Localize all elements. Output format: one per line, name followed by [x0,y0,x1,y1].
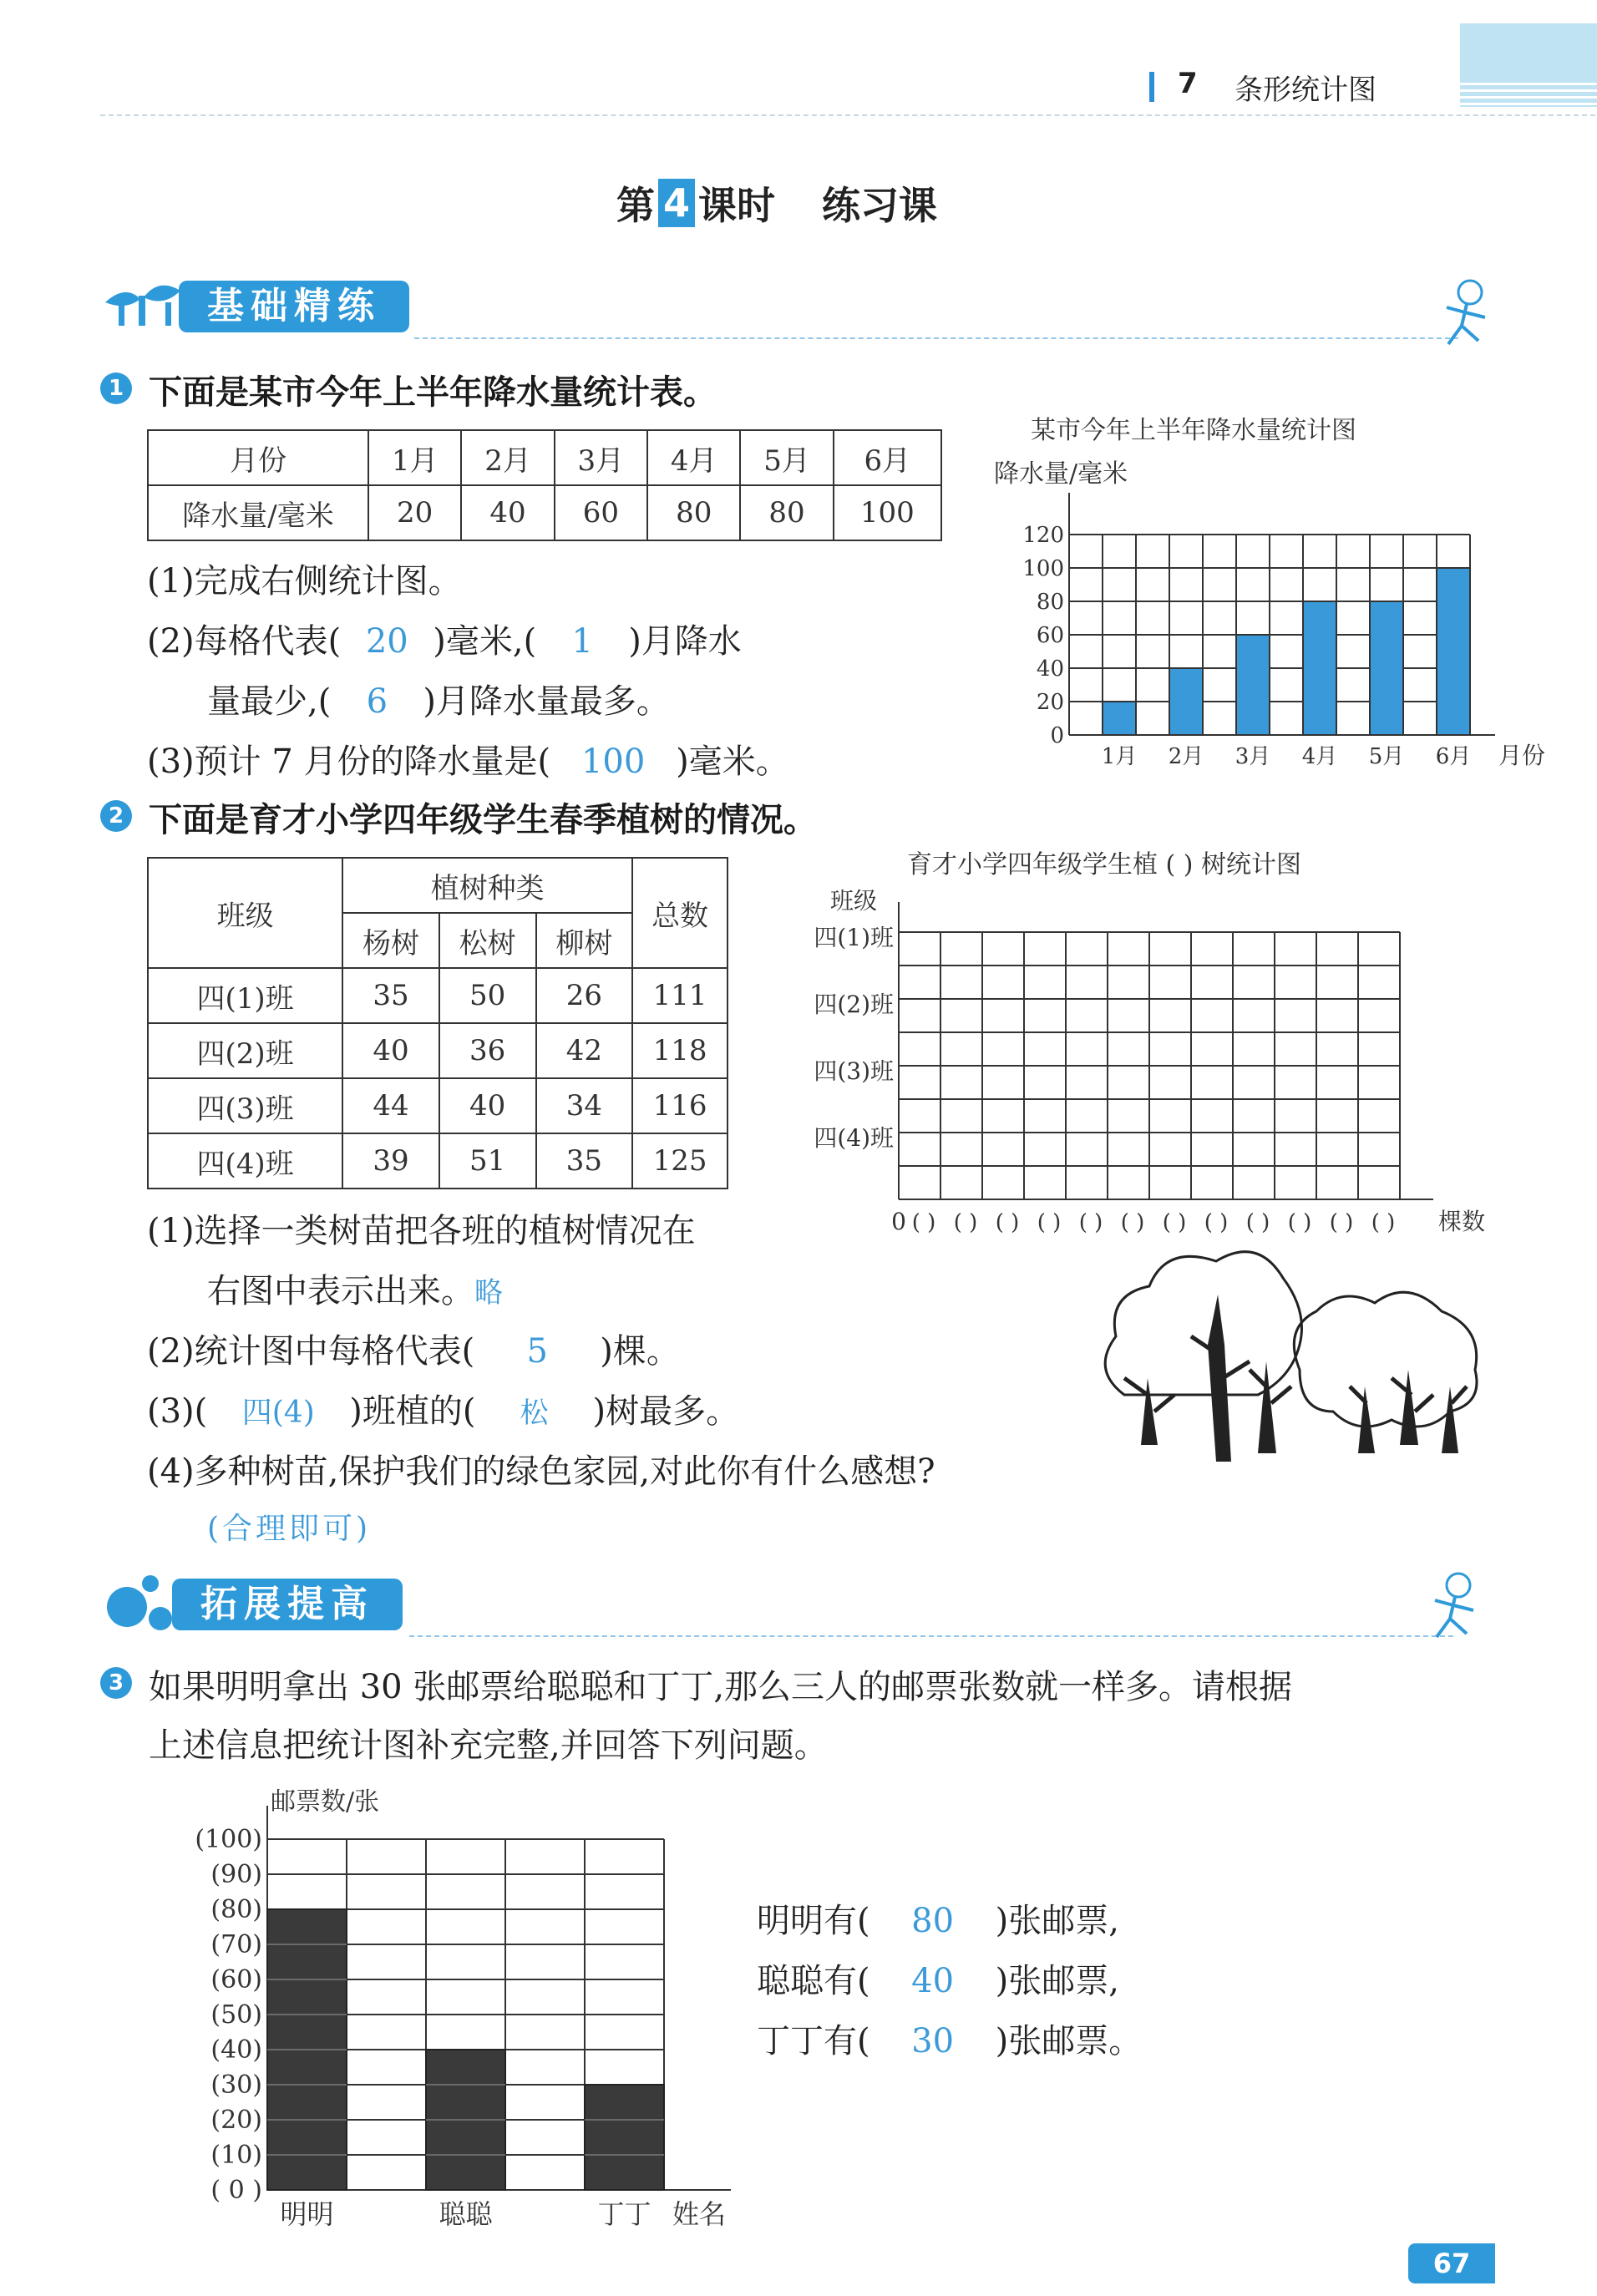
rainfall-bar-chart [986,484,1546,769]
table-cell: 松树 [439,913,536,968]
y-tick-label: 0 [1050,723,1064,748]
question-1-text: 下面是某市今年上半年降水量统计表。 [149,373,717,412]
bar [1169,668,1203,735]
q1-part3-text: )毫米。 [676,743,789,781]
question-3-number: 3 [100,1667,132,1699]
table-cell: 6月 [834,430,941,485]
lesson-name: 练习课 [822,183,937,228]
x-tick-label: 明明 [280,2198,334,2230]
x-tick-blank: ( ) [1204,1210,1229,1235]
q1-part2-text: )月降水量最多。 [423,682,670,721]
q2-answer-class: 四(4) [241,1396,315,1430]
table-cell: 60 [555,485,647,540]
table-cell: 四(1)班 [148,968,342,1023]
q2-part2-text: (2)统计图中每格代表( [147,1332,475,1371]
bar [1303,601,1336,735]
y-tick-label: 四(2)班 [814,991,894,1018]
tree-table [147,857,728,1189]
bar [1103,702,1136,735]
stamp-bar-chart [167,1804,752,2238]
table-header-kind: 植树种类 [342,858,632,913]
y-tick-label: (80) [210,1895,262,1924]
x-tick-label: 聪聪 [439,2198,493,2230]
q1-part2-text: )月降水 [628,622,742,661]
q2-part1-cont [207,1265,503,1312]
table-cell: 20 [368,485,461,540]
q3-answer-text: )张邮票, [995,1902,1119,1940]
chart1-ylabel: 降水量/毫米 [994,459,1128,489]
x-tick-label: 2月 [1168,744,1204,769]
table-cell: 51 [439,1133,536,1189]
q2-part1: (1)选择一类树苗把各班的植树情况在 [147,1212,696,1250]
q3-answer-text: 聪聪有( [757,1962,870,2000]
section-basic-label: 基础精练 [179,281,409,332]
trees-illustration [1091,1244,1492,1478]
x-tick-blank: ( ) [1329,1210,1354,1235]
table-cell: 杨树 [342,913,439,968]
sprout-icon [100,277,184,327]
table-cell: 100 [834,485,941,540]
table-cell: 111 [632,968,728,1023]
y-tick-label: 四(1)班 [814,924,894,951]
y-tick-label: 40 [1036,656,1064,682]
rainfall-table [147,429,942,541]
bubbles-icon [99,1570,174,1637]
question-3-line2: 上述信息把统计图补充完整,并回答下列问题。 [149,1726,828,1765]
chapter-number: 7 [1178,67,1198,100]
table-cell: 3月 [555,430,647,485]
q1-part2-cont [207,675,670,722]
question-3-line1: 如果明明拿出 30 张邮票给聪聪和丁丁,那么三人的邮票张数就一样多。请根据 [149,1668,1293,1706]
x-tick-label: 6月 [1435,744,1472,769]
table-cell: 柳树 [536,913,633,968]
x-tick-blank: ( ) [1371,1210,1396,1235]
y-tick-label: 20 [1036,690,1064,715]
y-tick-label: (60) [210,1965,262,1994]
x-axis-label: 月份 [1498,742,1546,769]
q3-answer-line1 [757,1894,1119,1942]
q3-answer-dingding: 30 [911,2022,955,2060]
table-cell: 36 [439,1023,536,1078]
section-divider [414,337,1458,339]
y-tick-label: (90) [210,1860,262,1889]
section-divider [409,1635,1453,1637]
table-cell: 39 [342,1133,439,1189]
section-advanced-label: 拓展提高 [172,1579,403,1630]
q2-part4: (4)多种树苗,保护我们的绿色家园,对此你有什么感想? [147,1452,935,1491]
question-2-text: 下面是育才小学四年级学生春季植树的情况。 [149,801,817,839]
y-tick-label: (20) [210,2106,262,2135]
q3-answer-congcong: 40 [911,1962,955,2000]
x-tick-blank: ( ) [1245,1210,1270,1235]
x-tick-blank: ( ) [953,1210,978,1235]
x-tick-label: 1月 [1101,744,1138,769]
q1-part2 [147,615,742,662]
q2-answer-omit: 略 [474,1276,503,1310]
x-axis-label: 棵数 [1438,1208,1486,1235]
y-tick-label: ( 0 ) [210,2176,262,2205]
q1-part1: (1)完成右侧统计图。 [147,562,462,601]
q1-answer-july: 100 [580,743,646,781]
q2-answer-cell-size: 5 [526,1332,548,1371]
q2-part3-text: )班植的( [349,1392,476,1431]
table-cell: 80 [647,485,740,540]
table-cell: 四(3)班 [148,1078,342,1133]
page-number: 67 [1408,2243,1495,2283]
table-cell: 5月 [740,430,833,485]
bar [1437,568,1470,735]
table-cell: 125 [632,1133,728,1189]
x-tick-blank: ( ) [1287,1210,1312,1235]
y-tick-label: (70) [210,1930,262,1959]
y-axis-label: 班级 [830,887,878,915]
q1-part3 [147,735,789,783]
table-cell: 116 [632,1078,728,1133]
q2-part3-text: (3)( [147,1392,208,1431]
y-tick-label: 80 [1036,590,1064,615]
header-bar [1149,72,1154,102]
table-cell: 118 [632,1023,728,1078]
table-cell: 四(4)班 [148,1133,342,1189]
table-cell: 40 [439,1078,536,1133]
y-tick-label: 60 [1036,623,1064,648]
lesson-number: 4 [658,179,695,227]
q1-part2-text: 量最少,( [207,682,332,721]
table-cell: 80 [740,485,833,540]
q2-part2 [147,1325,680,1372]
q2-part1-text: 右图中表示出来。 [207,1272,474,1310]
chart2-title: 育才小学四年级学生植 ( ) 树统计图 [907,850,1302,879]
q1-answer-max-month: 6 [366,682,388,721]
x-tick-blank: ( ) [1120,1210,1145,1235]
x-tick-blank: ( ) [1078,1210,1103,1235]
question-1-number: 1 [100,373,132,404]
table-header-class: 班级 [148,858,342,968]
q3-answer-text: 明明有( [757,1902,870,1940]
chart3-ylabel: 邮票数/张 [271,1787,380,1817]
x-tick-label: 5月 [1368,744,1405,769]
q3-answer-text: )张邮票, [995,1962,1119,2000]
q1-part2-text: )毫米,( [433,622,537,661]
y-tick-label: 四(3)班 [814,1057,894,1085]
runner-icon [1437,277,1495,352]
bar [1370,601,1403,735]
table-cell: 2月 [461,430,554,485]
x-tick-blank: ( ) [1162,1210,1187,1235]
y-tick-label: 四(4)班 [814,1124,894,1152]
chart1-title: 某市今年上半年降水量统计图 [1031,416,1356,445]
table-header-total: 总数 [632,858,728,968]
x-tick-blank: ( ) [911,1210,936,1235]
q1-answer-min-month: 1 [571,622,593,661]
table-cell: 四(2)班 [148,1023,342,1078]
q2-part2-text: )棵。 [600,1332,680,1371]
table-cell: 42 [536,1023,633,1078]
tree-bar-chart [777,882,1529,1249]
q1-answer-cell-size: 20 [365,622,408,661]
x-tick-label: 4月 [1301,744,1338,769]
table-cell: 44 [342,1078,439,1133]
table-cell: 4月 [647,430,740,485]
q1-part2-text: (2)每格代表( [147,622,342,661]
y-tick-label: (30) [210,2070,262,2100]
x-axis-label: 姓名 [672,2198,727,2230]
table-cell: 40 [461,485,554,540]
table-cell: 26 [536,968,633,1023]
table-row-label: 降水量/毫米 [148,485,368,540]
table-cell: 1月 [368,430,461,485]
x-tick-label: 3月 [1235,744,1271,769]
x-tick-label: 0 [891,1208,906,1235]
header-stripes [1460,79,1597,107]
table-cell: 34 [536,1078,633,1133]
question-2-number: 2 [100,800,132,832]
y-tick-label: (50) [210,2000,262,2030]
table-cell: 40 [342,1023,439,1078]
lesson-suffix: 课时 [698,183,775,228]
chapter-title: 条形统计图 [1235,73,1376,107]
q3-answer-text: 丁丁有( [757,2022,870,2060]
table-cell: 35 [342,968,439,1023]
table-header-month: 月份 [148,430,368,485]
q2-answer-feeling: (合理即可) [207,1512,372,1546]
bar [585,2085,664,2190]
x-tick-blank: ( ) [1037,1210,1062,1235]
q1-part3-text: (3)预计 7 月份的降水量是( [147,743,551,781]
lesson-title [616,175,937,231]
q3-answer-mingming: 80 [911,1902,955,1940]
y-tick-label: 120 [1022,523,1064,548]
q3-answer-line2 [757,1954,1119,2002]
x-tick-label: 丁丁 [597,2198,651,2230]
q3-answer-text: )张邮票。 [995,2022,1143,2060]
lesson-prefix: 第 [616,183,655,228]
y-tick-label: (100) [195,1825,262,1854]
header-divider [100,114,1595,116]
y-tick-label: 100 [1022,556,1064,581]
y-tick-label: (10) [210,2141,262,2170]
bar [1236,635,1270,735]
q2-part3-text: )树最多。 [592,1392,740,1431]
y-tick-label: (40) [210,2035,262,2065]
table-cell: 50 [439,968,536,1023]
x-tick-blank: ( ) [995,1210,1020,1235]
runner-icon [1425,1570,1492,1645]
q2-answer-tree: 松 [520,1396,549,1430]
q3-answer-line3 [757,2015,1142,2062]
table-cell: 35 [536,1133,633,1189]
q2-part3 [147,1385,739,1432]
